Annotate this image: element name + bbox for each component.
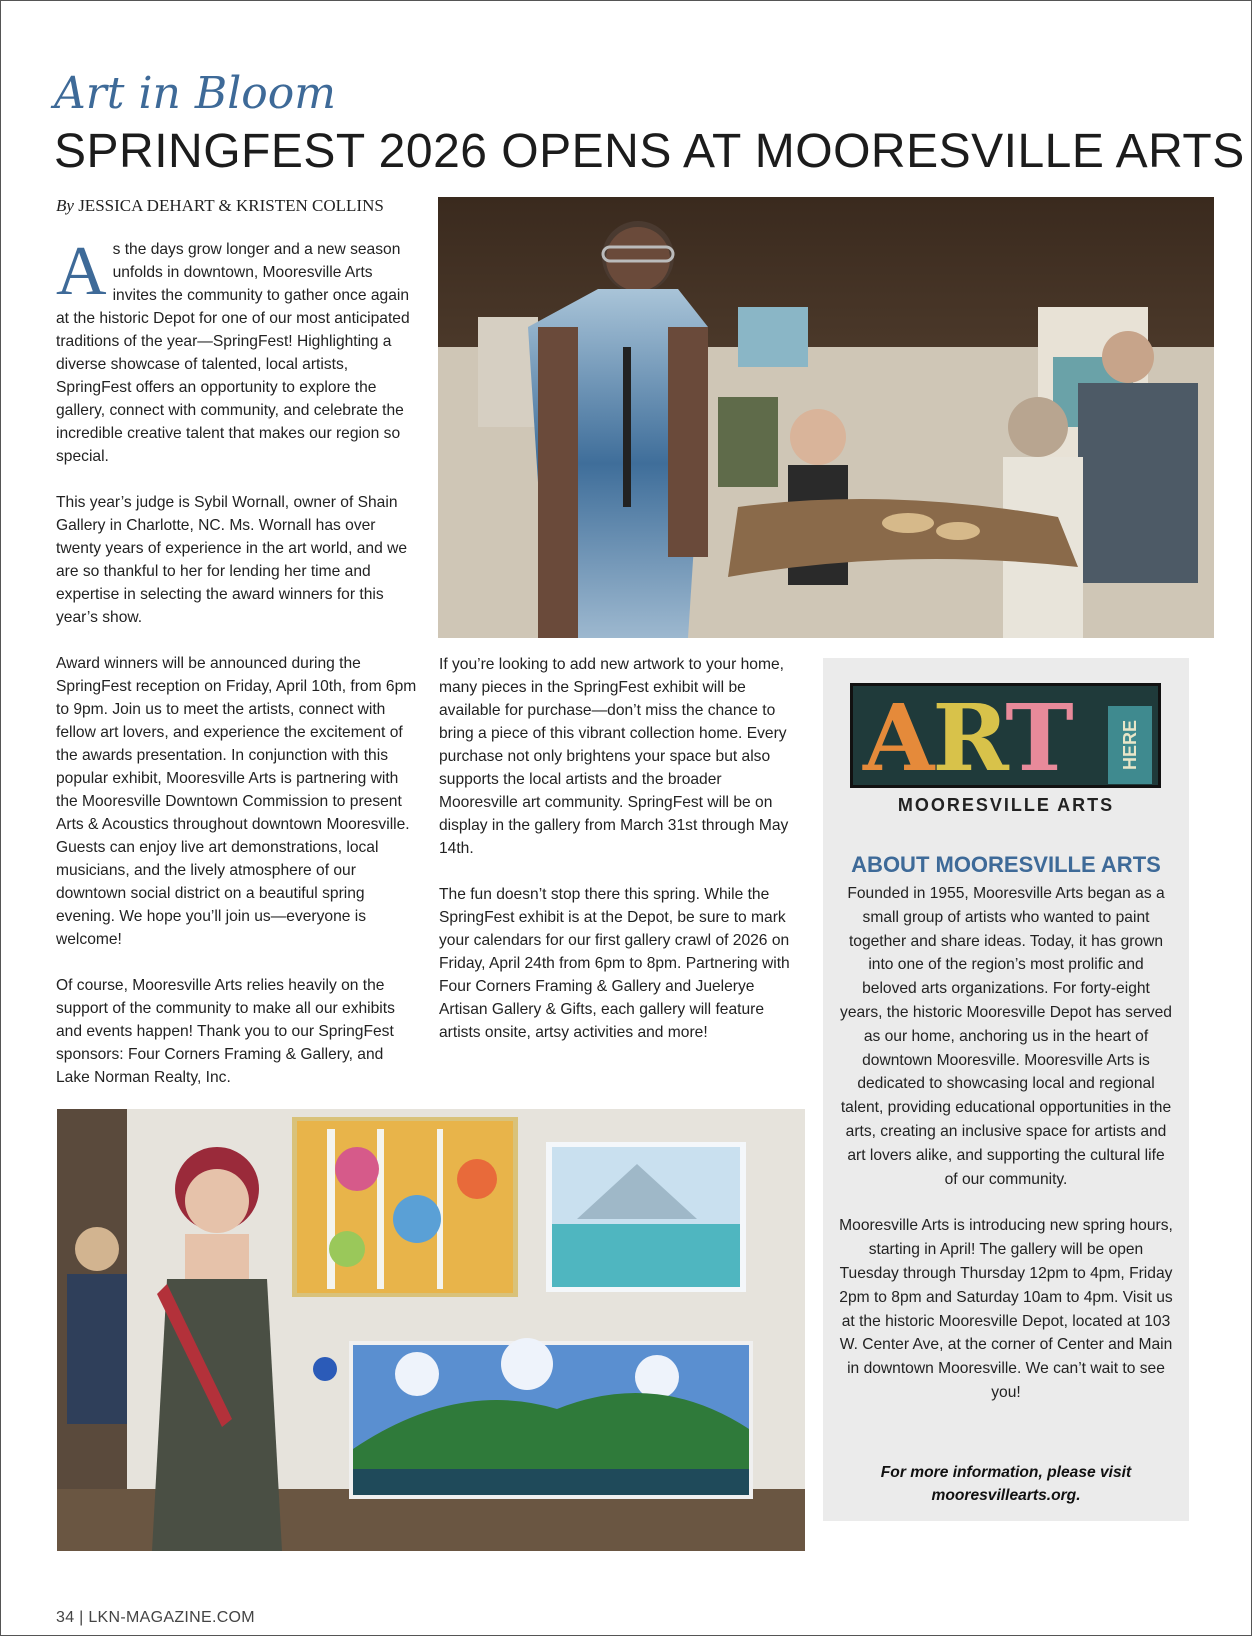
paragraph-sponsors: Of course, Mooresville Arts relies heavily on the support of the community to make all our exhibits and events happen! Thank you to our SpringFest sponsors: Four Corners Framing & Gallery, and Lake Norman Realty, Inc. bbox=[56, 977, 395, 1086]
about-sidebar bbox=[823, 658, 1189, 1521]
byline-prefix: By bbox=[56, 196, 74, 215]
more-info bbox=[823, 1461, 1189, 1507]
page-footer: 34 | LKN-MAGAZINE.COM bbox=[56, 1609, 255, 1626]
sidebar-history: Founded in 1955, Mooresville Arts began as a small group of artists who wanted to paint together and share ideas. Today, it has grown into one of the region’s most prolific and beloved arts organizations. For forty-eight years, the historic Mooresville Depot has served as our home, anchoring us in the heart of downtown Mooresville. Mooresville Arts is dedicated to showcasing local and regional talent, providing educational opportunities in the arts, creating an inclusive space for artists and art lovers alike, and supporting the cultural life of our community. bbox=[840, 885, 1172, 1188]
article-headline: SPRINGFEST 2026 OPENS AT MOORESVILLE ARTS bbox=[54, 125, 1245, 178]
sidebar-body bbox=[839, 882, 1173, 1428]
artist-paintings-illustration bbox=[57, 1109, 805, 1551]
website-link[interactable]: mooresvillearts.org. bbox=[931, 1487, 1081, 1504]
gallery-reception-illustration bbox=[438, 197, 1214, 638]
paragraph-purchase: If you’re looking to add new artwork to your home, many pieces in the SpringFest exhibit will be available for purchase—don’t miss the chance to bring a piece of this vibrant collection home. Every purchase not only brightens your space but also supports the local artists and the broader Mooresville art community. SpringFest will be on display in the gallery from March 31st through May 14th. bbox=[439, 656, 789, 857]
sidebar-title: ABOUT MOORESVILLE ARTS bbox=[851, 852, 1161, 877]
paragraph-intro bbox=[56, 233, 421, 468]
sidebar-hours: Mooresville Arts is introducing new spring hours, starting in April! The gallery will be open Tuesday through Thursday 12pm to 4pm, Friday 2pm to 8pm and Saturday 10am to 4pm. Visit us at the historic Mooresville Depot, located at 103 W. Center Ave, at the corner of Center and Main in downtown Mooresville. We can’t wait to see you! bbox=[839, 1217, 1173, 1401]
mooresville-arts-logo bbox=[850, 683, 1161, 788]
byline-authors: JESSICA DEHART & KRISTEN COLLINS bbox=[78, 196, 384, 215]
logo-here: HERE bbox=[1108, 706, 1152, 784]
drop-cap: A bbox=[56, 233, 107, 310]
article-column-2 bbox=[439, 653, 799, 1067]
paragraph-judge: This year’s judge is Sybil Wornall, owner of Shain Gallery in Charlotte, NC. Ms. Wornall has over twenty years of experience in the art world, and we are so thankful to her for lending her time and expertise in selecting the award winners for this year’s show. bbox=[56, 494, 408, 626]
paragraph-awards: Award winners will be announced during the SpringFest reception on Friday, April 10th, from 6pm to 9pm. Join us to meet the artists, connect with fellow art lovers, and experience the excitement of the awards presentation. In conjunction with this popular exhibit, Mooresville Arts is partnering with the Mooresville Downtown Commission to present Arts & Acoustics throughout downtown Mooresville. Guests can enjoy live art demonstrations, local musicians, and the lively atmosphere of our downtown social district on a beautiful spring evening. We hope you’ll join us—everyone is welcome! bbox=[56, 655, 417, 948]
logo-caption: MOORESVILLE ARTS bbox=[897, 795, 1115, 815]
paragraph-gallery-crawl: The fun doesn’t stop there this spring. While the SpringFest exhibit is at the Depot, be sure to mark your calendars for our first gallery crawl of 2026 on Friday, April 24th from 6pm to 8pm. Partnering with Four Corners Framing & Gallery and Juelerye Artisan Gallery & Gifts, each gallery will feature artists onsite, artsy activities and more! bbox=[439, 886, 790, 1041]
photo-artist-with-paintings bbox=[57, 1109, 805, 1551]
logo-art-word: ART bbox=[863, 684, 1072, 788]
byline bbox=[56, 196, 384, 216]
more-info-line: For more information, please visit bbox=[880, 1464, 1132, 1481]
paragraph-intro-text: s the days grow longer and a new season unfolds in downtown, Mooresville Arts invites the community to gather once again at the historic Depot for one of our most anticipated traditions of the year—SpringFest! Highlighting a diverse showcase of talented, local artists, SpringFest offers an opportunity to explore the gallery, connect with community, and celebrate the incredible creative talent that makes our region so special. bbox=[56, 241, 410, 465]
photo-gallery-reception bbox=[438, 197, 1214, 638]
article-column-1 bbox=[56, 233, 421, 1112]
article-kicker: Art in Bloom bbox=[54, 68, 336, 119]
